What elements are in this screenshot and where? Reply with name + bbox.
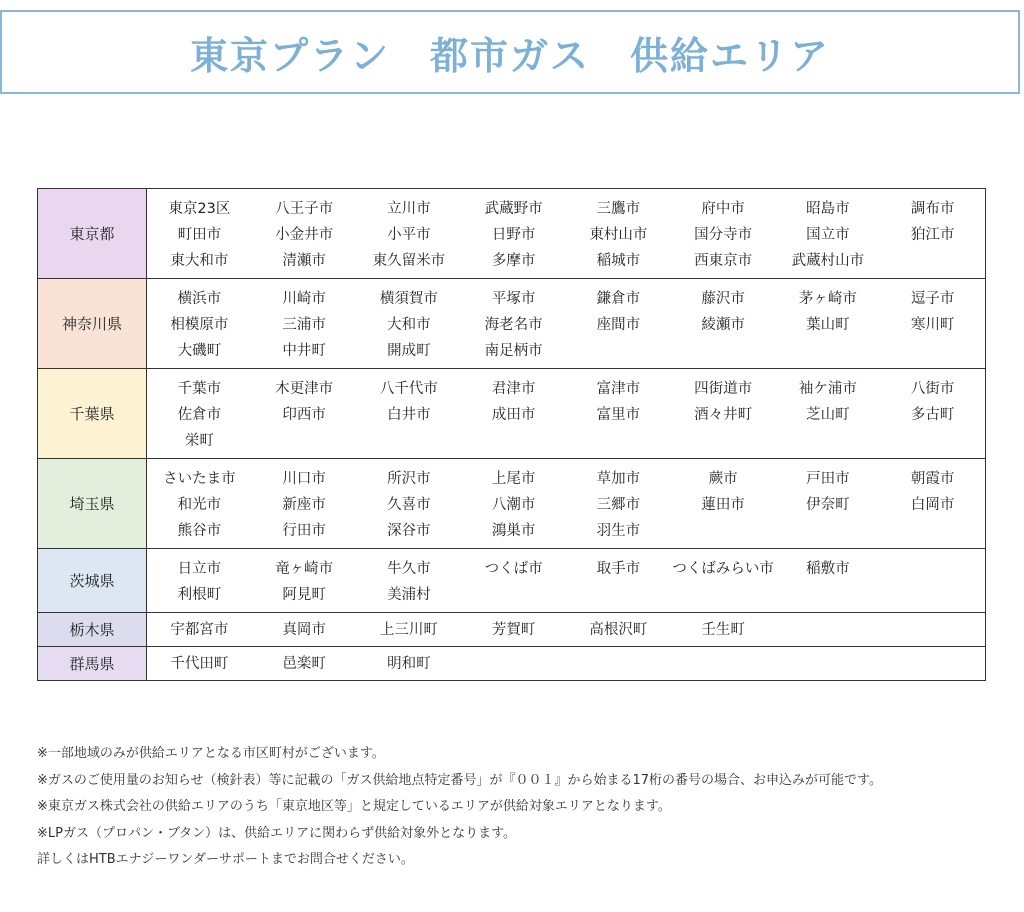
prefecture-row (38, 613, 986, 647)
city-name: 竜ヶ崎市 (275, 561, 334, 577)
city-name: 小平市 (387, 227, 431, 243)
prefecture-name: 埼玉県 (38, 459, 147, 549)
city-name: 上尾市 (491, 471, 536, 487)
city-name: 平塚市 (491, 291, 536, 307)
city-name: 白井市 (387, 407, 431, 423)
prefecture-name: 茨城県 (38, 549, 147, 613)
city-name: 西東京市 (694, 253, 753, 269)
city-name: 美浦村 (387, 587, 431, 603)
note-line: ※ガスのご使用量のお知らせ（検針表）等に記載の「ガス供給地点特定番号」が『００１』から始まる17桁の番号の場合、お申込みが可能です。 (37, 772, 883, 788)
city-name: 君津市 (491, 381, 536, 397)
prefecture-row (38, 647, 986, 681)
city-name: 取手市 (596, 561, 641, 577)
city-name: 八王子市 (275, 201, 334, 217)
city-name: 調布市 (910, 201, 955, 217)
note-line: 詳しくはHTBエナジーワンダーサポートまでお問合せください。 (37, 852, 414, 867)
prefecture-name: 群馬県 (38, 647, 147, 681)
city-name: 白岡市 (910, 497, 955, 513)
city-name: 佐倉市 (177, 407, 222, 423)
prefecture-row (38, 279, 986, 369)
city-name: 狛江市 (910, 227, 955, 243)
city-name (880, 556, 985, 582)
city-name: 八潮市 (491, 497, 536, 513)
city-name: 阿見町 (282, 587, 326, 603)
city-name: 蕨市 (708, 471, 738, 487)
city-name: 蓮田市 (701, 497, 745, 513)
city-name: 昭島市 (806, 201, 850, 217)
note-line: ※LPガス（プロパン・ブタン）は、供給エリアに関わらず供給対象外となります。 (37, 825, 517, 841)
note-line: ※東京ガス株式会社の供給エリアのうち「東京地区等」と規定しているエリアが供給対象エリアとなります。 (37, 799, 671, 814)
city-name: 三鷹市 (596, 201, 641, 217)
city-name: 武蔵村山市 (791, 253, 865, 269)
city-name: 栄町 (184, 433, 214, 449)
prefecture-name: 栃木県 (38, 613, 147, 647)
city-name: 東大和市 (170, 253, 229, 269)
prefecture-row (38, 459, 986, 549)
city-name: 国分寺市 (694, 227, 753, 243)
city-name: 三郷市 (596, 497, 641, 513)
city-name: 日立市 (177, 561, 222, 577)
city-name: 熊谷市 (177, 523, 222, 539)
city-name: 所沢市 (387, 471, 431, 487)
city-name: 四街道市 (694, 381, 753, 397)
city-name: 多摩市 (491, 253, 536, 269)
city-name: 和光市 (177, 497, 222, 513)
city-name: 利根町 (177, 587, 222, 603)
prefecture-row (38, 369, 986, 459)
prefecture-name: 神奈川県 (38, 279, 147, 369)
city-name: 綾瀬市 (701, 317, 745, 333)
city-name: 清瀬市 (282, 253, 326, 269)
city-name: 海老名市 (484, 317, 543, 333)
prefecture-name: 東京都 (38, 189, 147, 279)
prefecture-row (38, 189, 986, 279)
city-name: 稲城市 (596, 253, 641, 269)
city-name: 宇都宮市 (170, 621, 229, 638)
city-list (147, 647, 986, 681)
city-name: 草加市 (596, 471, 641, 487)
city-name: 八街市 (910, 381, 955, 397)
city-name: 大和市 (387, 317, 431, 333)
city-name: 邑楽町 (282, 655, 326, 672)
city-name: 立川市 (387, 201, 431, 217)
city-name: 明和町 (387, 655, 431, 672)
city-name: 行田市 (282, 523, 326, 539)
city-name: 武蔵野市 (484, 201, 543, 217)
city-name: 府中市 (701, 201, 745, 217)
city-name: さいたま市 (163, 471, 236, 487)
city-name: 逗子市 (910, 291, 955, 307)
city-name: 深谷市 (387, 523, 431, 539)
city-name: 久喜市 (387, 497, 431, 513)
city-name: 相模原市 (170, 317, 229, 333)
city-name: 酒々井町 (694, 407, 753, 423)
prefecture-row (38, 549, 986, 613)
city-name: 鴻巣市 (491, 523, 536, 539)
city-name: 高根沢町 (589, 621, 648, 638)
city-name: 稲敷市 (806, 561, 850, 577)
city-name: 東京23区 (168, 201, 231, 217)
city-name: 千葉市 (177, 381, 222, 397)
city-name: 藤沢市 (701, 291, 745, 307)
city-name: 芳賀町 (491, 621, 536, 638)
note-line: ※一部地域のみが供給エリアとなる市区町村がございます。 (37, 746, 385, 761)
city-name: 袖ケ浦市 (798, 381, 857, 397)
city-name: 小金井市 (275, 227, 334, 243)
city-name: 茅ヶ崎市 (798, 291, 857, 307)
city-list (147, 459, 986, 549)
city-name: 真岡市 (282, 621, 326, 638)
city-name: 朝霞市 (910, 471, 955, 487)
city-name: 東久留米市 (372, 253, 446, 269)
city-list (147, 613, 986, 647)
city-name: 上三川町 (379, 621, 438, 638)
city-name: つくばみらい市 (672, 561, 774, 577)
city-list (147, 189, 986, 279)
city-name: 東村山市 (589, 227, 648, 243)
city-list (147, 369, 986, 459)
city-name: 芝山町 (806, 407, 850, 423)
city-name: 川崎市 (282, 291, 326, 307)
city-name: 富津市 (596, 381, 641, 397)
page-title: 東京プラン 都市ガス 供給エリア (189, 33, 830, 78)
city-name: 成田市 (491, 407, 536, 423)
city-name: 川口市 (282, 471, 326, 487)
supply-area-table (37, 188, 986, 681)
city-name: 町田市 (177, 227, 222, 243)
city-name: 新座市 (282, 497, 326, 513)
city-name: 千代田町 (170, 655, 229, 672)
city-name: 鎌倉市 (596, 291, 641, 307)
city-name: 南足柄市 (484, 343, 543, 359)
city-name: 牛久市 (387, 561, 431, 577)
city-name: 葉山町 (806, 317, 850, 333)
city-name: 伊奈町 (806, 497, 850, 513)
city-name: 八千代市 (379, 381, 438, 397)
prefecture-name: 千葉県 (38, 369, 147, 459)
city-name: 富里市 (596, 407, 641, 423)
city-name: 印西市 (282, 407, 326, 423)
city-name: 羽生市 (596, 523, 641, 539)
city-name: 戸田市 (806, 471, 850, 487)
city-name: 国立市 (806, 227, 850, 243)
title-banner (0, 10, 1020, 94)
city-name: 横須賀市 (379, 291, 438, 307)
city-name: 寒川町 (910, 317, 955, 333)
city-name: 日野市 (491, 227, 536, 243)
city-list (147, 279, 986, 369)
notes (37, 741, 882, 874)
city-list (147, 549, 986, 613)
city-name: 中井町 (282, 343, 326, 359)
city-name: 開成町 (387, 343, 431, 359)
city-name: 座間市 (596, 317, 641, 333)
city-name: 多古町 (910, 407, 955, 423)
city-name: 三浦市 (282, 317, 326, 333)
city-name: 壬生町 (701, 621, 745, 638)
city-name: 大磯町 (177, 343, 222, 359)
city-name: 木更津市 (275, 381, 334, 397)
city-name: つくば市 (484, 561, 543, 577)
city-name: 横浜市 (177, 291, 222, 307)
